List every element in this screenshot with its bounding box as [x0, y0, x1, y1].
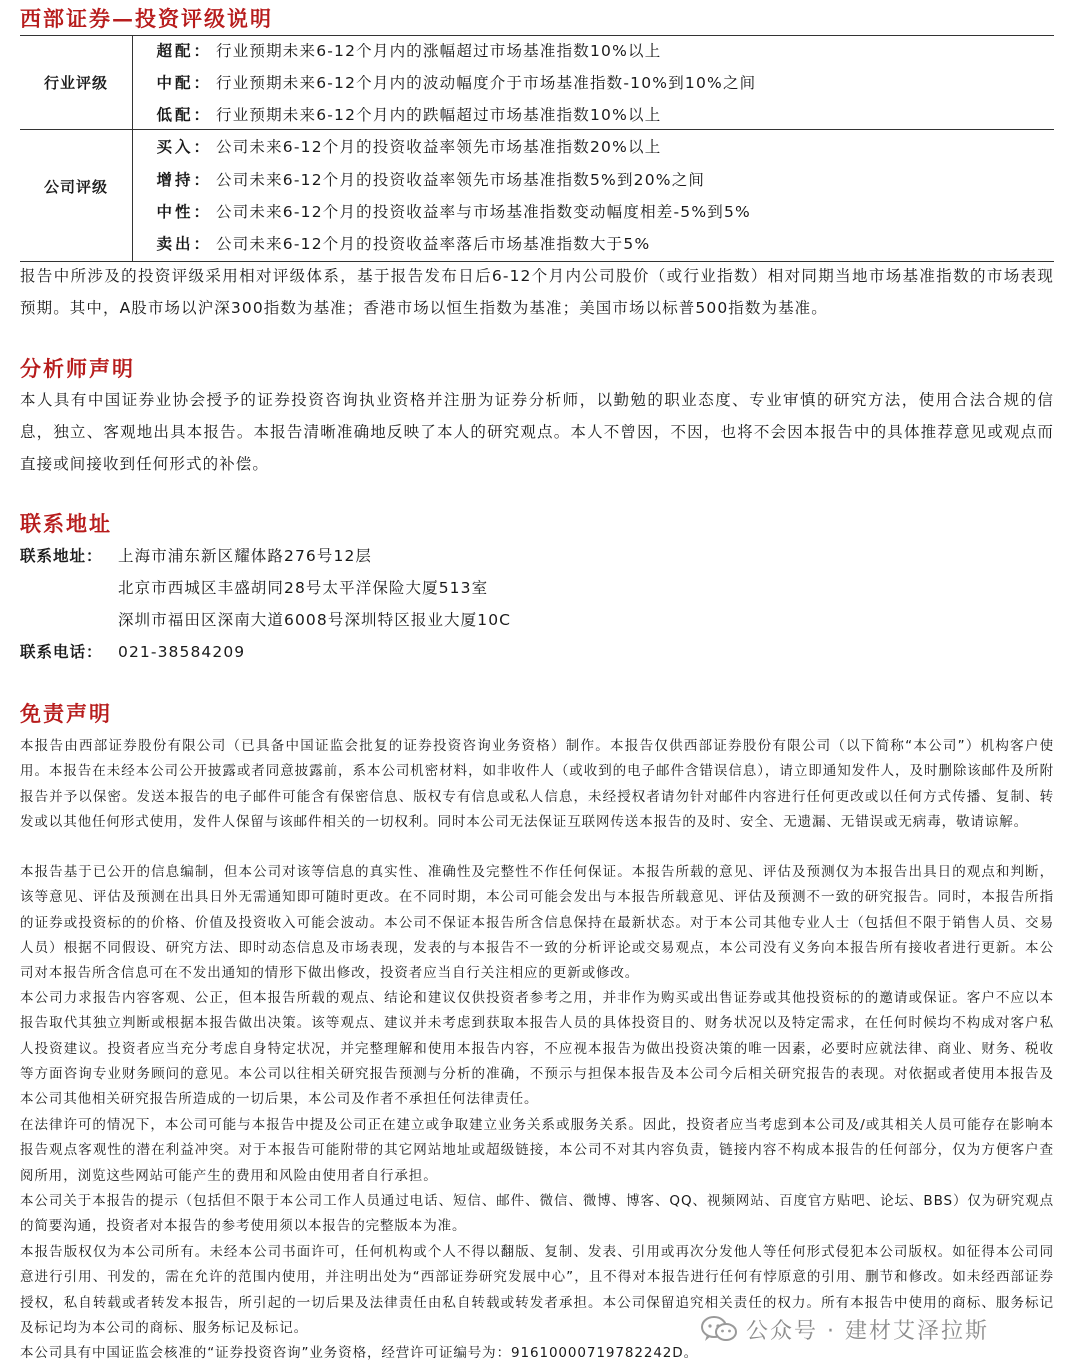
table-row [132, 35, 1054, 67]
rating-description: 行业预期未来6-12个月内的波动幅度介于市场基准指数-10%到10%之间 [216, 74, 757, 92]
address-shenzhen: 深圳市福田区深南大道6008号深圳特区报业大厦10C [118, 611, 512, 629]
analyst-statement: 本人具有中国证券业协会授予的证券投资咨询执业资格并注册为证券分析师，以勤勉的职业态度、专业审慎的研究方法，使用合法合规的信息，独立、客观地出具本报告。本报告清晰准确地反映了本人的研究观点。本人不曾因，不因，也将不会因本报告中的具体推荐意见或观点而直接或间接收到任何形式的补偿。 [20, 391, 1054, 473]
disclaimer-paragraph: 本公司关于本报告的提示（包括但不限于本公司工作人员通过电话、短信、邮件、微信、微博、博客、QQ、视频网站、百度官方贴吧、论坛、BBS）仅为研究观点的简要沟通，投资者对本报告的参考使用须以本报告的完整版本为准。 [20, 1193, 1054, 1235]
rating-description: 公司未来6-12个月的投资收益率领先市场基准指数5%到20%之间 [216, 171, 706, 189]
disclaimer-section-title: 免责声明 [20, 701, 112, 726]
disclaimer-paragraph: 本报告版权仅为本公司所有。未经本公司书面许可，任何机构或个人不得以翻版、复制、发表、引用或再次分发他人等任何形式侵犯本公司版权。如征得本公司同意进行引用、刊发的，需在允许的范围内使用，并注明出处为“西部证券研究发展中心”，且不得对本报告进行任何有悖原意的引用、删节和修改。如未经西部证券授权，私自转载或者转发本报告，所引起的一切后果及法律责任由私自转载或转发者承担。本公司保留追究相关责任的权力。所有本报告中使用的商标、服务标记及标记均为本公司的商标、服务标记及标记。 [20, 1244, 1054, 1336]
rating-description: 行业预期未来6-12个月内的跌幅超过市场基准指数10%以上 [216, 106, 662, 124]
address-label: 联系地址： [20, 547, 103, 565]
table-row [132, 164, 1054, 196]
company-rating-label: 公司评级 [43, 178, 108, 196]
contact-section-title: 联系地址 [20, 511, 112, 536]
table-row [132, 131, 1054, 163]
rating-level: 增持： [156, 171, 212, 189]
rating-level: 买入： [156, 138, 212, 156]
table-row [132, 228, 1054, 260]
rating-level: 卖出： [156, 235, 212, 253]
table-row [132, 99, 1054, 131]
rating-description: 公司未来6-12个月的投资收益率领先市场基准指数20%以上 [216, 138, 662, 156]
disclaimer-paragraph: 在法律许可的情况下，本公司可能与本报告中提及公司正在建立或争取建立业务关系或服务关系。因此，投资者应当考虑到本公司及/或其相关人员可能存在影响本报告观点客观性的潜在利益冲突。对于本报告可能附带的其它网站地址或超级链接，本公司不对其内容负责，链接内容不构成本报告的任何部分，仅为方便客户查阅所用，浏览这些网站可能产生的费用和风险由使用者自行承担。 [20, 1117, 1054, 1184]
analyst-section-title: 分析师声明 [20, 356, 135, 381]
rating-level: 中性： [156, 203, 212, 221]
rating-description: 行业预期未来6-12个月内的涨幅超过市场基准指数10%以上 [216, 42, 662, 60]
phone-label: 联系电话： [20, 643, 103, 661]
address-beijing: 北京市西城区丰盛胡同28号太平洋保险大厦513室 [118, 579, 489, 597]
rating-level: 低配： [156, 106, 212, 124]
disclaimer-paragraph: 本报告由西部证券股份有限公司（已具备中国证监会批复的证券投资咨询业务资格）制作。本报告仅供西部证券股份有限公司（以下简称“本公司”）机构客户使用。本报告在未经本公司公开披露或者同意披露前，系本公司机密材料，如非收件人（或收到的电子邮件含错误信息），请立即通知发件人，及时删除该邮件及所附报告并予以保密。发送本报告的电子邮件可能含有保密信息、版权专有信息或私人信息，未经授权者请勿针对邮件内容进行任何更改或以任何方式传播、复制、转发或以其他任何形式使用，发件人保留与该邮件相关的一切权利。同时本公司无法保证互联网传送本报告的及时、安全、无遗漏、无错误或无病毒，敬请谅解。 [20, 738, 1054, 830]
wechat-icon [700, 1315, 738, 1343]
disclaimer-paragraph: 本公司具有中国证监会核准的“证券投资咨询”业务资格，经营许可证编号为：91610000719782242D。 [20, 1345, 698, 1361]
rating-description: 公司未来6-12个月的投资收益率与市场基准指数变动幅度相差-5%到5% [216, 203, 751, 221]
wechat-watermark [700, 1314, 989, 1344]
table-row [132, 67, 1054, 99]
watermark-text: 公众号 · 建材艾泽拉斯 [746, 1318, 989, 1344]
rating-level: 中配： [156, 74, 212, 92]
rating-table [20, 35, 1054, 263]
rating-level: 超配： [156, 42, 212, 60]
phone-number: 021-38584209 [118, 643, 246, 661]
disclaimer-paragraph: 本公司力求报告内容客观、公正，但本报告所载的观点、结论和建议仅供投资者参考之用，并非作为购买或出售证券或其他投资标的的邀请或保证。客户不应以本报告取代其独立判断或根据本报告做出决策。该等观点、建议并未考虑到获取本报告人员的具体投资目的、财务状况以及特定需求，在任何时候均不构成对客户私人投资建议。投资者应当充分考虑自身特定状况，并完整理解和使用本报告内容，不应视本报告为做出投资决策的唯一因素，必要时应就法律、商业、财务、税收等方面咨询专业财务顾问的意见。本公司以往相关研究报告预测与分析的准确，不预示与担保本报告及本公司今后相关研究报告的表现。对依据或者使用本报告及本公司其他相关研究报告所造成的一切后果，本公司及作者不承担任何法律责任。 [20, 990, 1054, 1108]
address-shanghai: 上海市浦东新区耀体路276号12层 [118, 547, 373, 565]
industry-rating-label: 行业评级 [43, 74, 108, 92]
rating-note: 报告中所涉及的投资评级采用相对评级体系，基于报告发布日后6-12个月内公司股价（或行业指数）相对同期当地市场基准指数的市场表现预期。其中，A股市场以沪深300指数为基准；香港市场以恒生指数为基准；美国市场以标普500指数为基准。 [20, 267, 1054, 317]
disclaimer-paragraph: 本报告基于已公开的信息编制，但本公司对该等信息的真实性、准确性及完整性不作任何保证。本报告所载的意见、评估及预测仅为本报告出具日的观点和判断，该等意见、评估及预测在出具日外无需通知即可随时更改。在不同时期，本公司可能会发出与本报告所载意见、评估及预测不一致的研究报告。同时，本报告所指的证券或投资标的的价格、价值及投资收入可能会波动。本公司不保证本报告所含信息保持在最新状态。对于本公司其他专业人士（包括但不限于销售人员、交易人员）根据不同假设、研究方法、即时动态信息及市场表现，发表的与本报告不一致的分析评论或交易观点，本公司没有义务向本报告所有接收者进行更新。本公司对本报告所含信息可在不发出通知的情形下做出修改，投资者应当自行关注相应的更新或修改。 [20, 864, 1054, 982]
rating-description: 公司未来6-12个月的投资收益率落后市场基准指数大于5% [216, 235, 651, 253]
table-row [132, 196, 1054, 228]
rating-section-title: 西部证券—投资评级说明 [20, 6, 273, 31]
